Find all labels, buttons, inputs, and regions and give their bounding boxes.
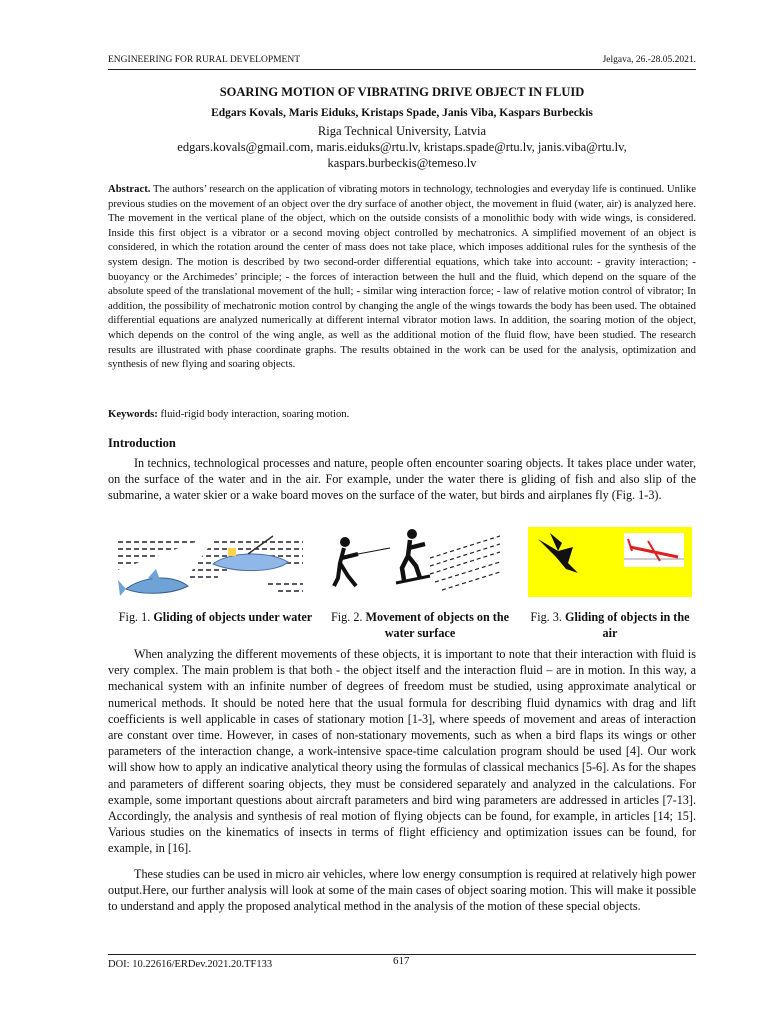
abstract [108,182,696,372]
emails-line-2: kaspars.burbeckis@temeso.lv [327,156,477,170]
figure-1-image [118,534,303,604]
author-list: Edgars Kovals, Maris Eiduks, Kristaps Spade, Janis Viba, Kaspars Burbeckis [211,107,593,119]
paragraph-1: In technics, technological processes and nature, people often encounter soaring objects. It takes place under water, on the surface of the water and in the air. For example, under the water there is gliding of fish and also slip of the submarine, a water skier or a wake board moves on the surface of the water, but birds and airplanes fly (Fig. 1-3). [108,456,696,503]
header-conference: ENGINEERING FOR RURAL DEVELOPMENT [108,55,301,65]
paragraph-2: When analyzing the different movements of these objects, it is important to note that their interaction with fluid is very complex. The main problem is that both - the object itself and the interaction fluid – are in motion. In this way, a mechanical system with an infinite number of degrees of freedom must be studied, using approximate analytical or numerical methods. It should be noted here that the usual formula for describing fluid dynamics with drag and lift coefficients is well applicable in cases of stationary motion [1-3], where speeds of movement and areas of interaction are constant over time. However, in cases of non-stationary movements, such as when a bird flaps its wings or other parameters of the interaction change, a work-intensive space-time calculation program should be used [4]. Our work will show how to apply an indicative analytical theory using the formulas of classical mechanics [5-6]. As for the shapes and parameters of different soaring objects, they must be considered separately and analyzed in the calculations. For example, some important questions about aircraft parameters and bird wing parameters are addressed in articles [7-13]. Accordingly, the analysis and synthesis of real motion of flying objects can be found, for example, in articles [14; 15]. Various studies on the kinematics of insects in terms of flight efficiency and optimization issues can be found, for example, in [16]. [108,647,696,856]
affiliation-block [108,123,696,171]
keywords-text: fluid-rigid body interaction, soaring motion. [157,408,350,420]
figure-2-caption: Fig. 2. Movement of objects on the water surface [330,610,510,640]
paragraph-3: These studies can be used in micro air vehicles, where low energy consumption is required at relatively high power output.Here, our further analysis will look at some of the main cases of object soaring motion. This will make it possible to understand and apply the proposed analytical method in the analysis of the motion of these special objects. [108,867,696,914]
paper-title: SOARING MOTION OF VIBRATING DRIVE OBJECT IN FLUID [219,85,585,99]
abstract-label: Abstract. [108,183,151,195]
figure-3-caption: Fig. 3. Gliding of objects in the air [530,610,690,640]
emails-line-1: edgars.kovals@gmail.com, maris.eiduks@rtu.lv, kristaps.spade@rtu.lv, janis.viba@rtu.lv, [177,140,627,154]
page-number: 617 [393,955,410,967]
section-heading-introduction: Introduction [108,436,176,450]
header-location-date: Jelgava, 26.-28.05.2021. [602,55,696,65]
keywords-label: Keywords: [108,408,158,420]
abstract-text: The authors’ research on the application of vibrating motors in technology, technologies and everyday life is continued. Unlike previous studies on the movement of an object over the dry surface of another object, the movement in fluid (water, air) is analyzed here. The movement in the vertical plane of the object, which on the outside consists of a monolithic body with wide wings, is considered. Inside this first object is a vibrator or a second moving object controlled by mechatronics. A simplified movement of an object is considered, in which the rotation around the center of mass does not take place, which imposes additional rules for the synthesis of the system design. The motion is described by two second-order differential equations, which take into account: - gravity interaction; - buoyancy or the Archimedes’ principle; - the forces of interaction between the hull and the fluid, which depend on the square of the absolute speed of the translational movement of the hull; - similar wing interaction force; - law of relative motion control of vibrator; In addition, the possibility of mechatronic motion control by changing the angle of the wings towards the body has been used. The obtained differential equations are analyzed numerically at different internal vibrator motion laws. In addition, the soaring motion of the object, which depends on the control of the wing angle, as well as the additional motion of the fluid flow, have been studied. The research results are illustrated with phase coordinate graphs. The results obtained in the work can be used for the analysis, optimization and synthesis of new flying and soaring objects. [108,183,696,371]
keywords [108,408,696,420]
affiliation: Riga Technical University, Latvia [317,124,487,138]
doi: DOI: 10.22616/ERDev.2021.20.TF133 [108,959,273,970]
running-header [108,55,696,70]
figure-2-image [330,528,500,593]
figure-3-image [528,527,692,597]
figure-1-caption: Fig. 1. Gliding of objects under water [118,610,313,624]
page-footer [108,954,696,970]
